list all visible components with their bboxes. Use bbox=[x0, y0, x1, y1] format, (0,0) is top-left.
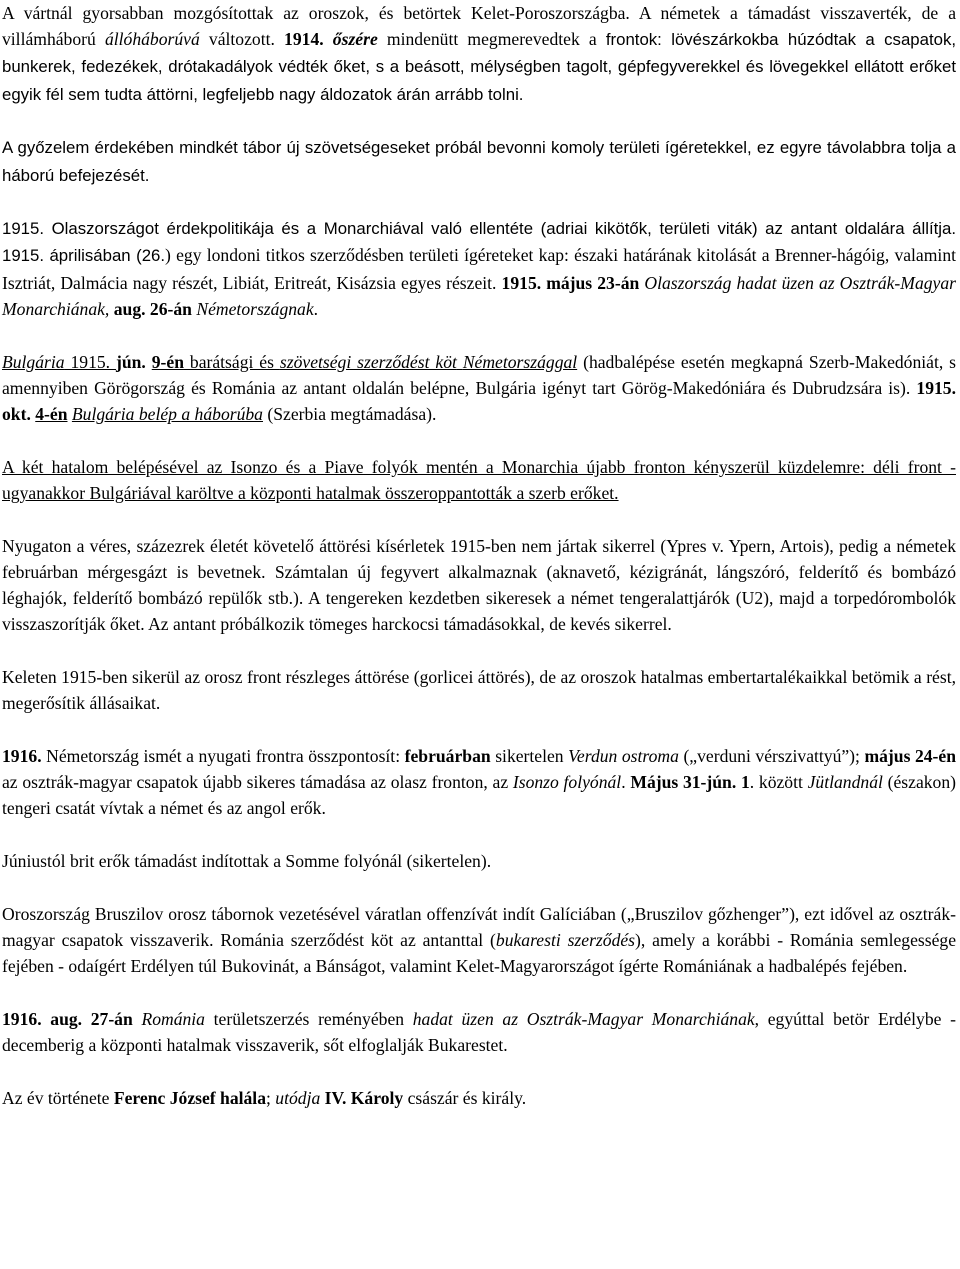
text-run: május 24-én bbox=[864, 745, 957, 766]
text-run: 1915. május 23-án bbox=[501, 272, 640, 293]
text-run: . között bbox=[749, 771, 808, 792]
text-run: Júniustól brit erők támadást indítottak a Somme folyónál (sikertelen). bbox=[2, 850, 492, 871]
text-run: ) egy londoni titkos szerződésben területi ígéreteket kap: északi határának kitolását a Brenner-hágóig, valamint Isztriát, Dalmácia nagy részét, Libiát, Eritreát, Kisázsia egyes részeit. bbox=[2, 245, 957, 293]
text-run: Oroszország Bruszilov orosz tábornok vezetésével váratlan offenzívát indít Galíciában („Bruszilov gőzhenger”), ezt idővel az osztrák-magyar csapatok visszaverik. Románia szerződést köt az antanttal ( bbox=[2, 903, 956, 950]
text-run: Ferenc József halála bbox=[113, 1087, 266, 1108]
text-run: februárban bbox=[404, 745, 491, 766]
text-run: állóháborúvá bbox=[104, 29, 200, 50]
paragraph-eastern-front-1915 bbox=[2, 664, 956, 716]
text-run: . bbox=[621, 771, 631, 792]
text-run: Keleten 1915-ben sikerül az orosz front részleges áttörése (gorlicei áttörés), de az oroszok hatalmas embertartalékaikkal betömik a rést, megerősítik állásaikat. bbox=[2, 666, 956, 714]
paragraph-1916-verdun bbox=[2, 743, 956, 822]
text-run: utódja bbox=[275, 1087, 321, 1108]
paragraph-franz-joseph-death bbox=[2, 1085, 956, 1111]
paragraph-romania-war-declaration bbox=[2, 1006, 956, 1058]
text-run: Németország ismét a nyugati frontra összpontosít: bbox=[41, 745, 405, 766]
paragraph-eastern-front-1914 bbox=[2, 0, 956, 108]
paragraph-italy-1915 bbox=[2, 215, 956, 322]
text-run: A győzelem érdekében mindkét tábor új szövetségeseket próbál bevonni komoly területi ígéretekkel, ez egyre távolabbra tolja a háború befejezését. bbox=[2, 138, 956, 185]
text-run: A vártnál gyorsabban mozgósítottak az oroszok, és betörtek Kelet-Poroszországba. A németek a támadást visszaverték, de a villámháború bbox=[2, 3, 956, 50]
text-run: Az év története bbox=[2, 1087, 114, 1108]
text-run: 1915. okt. bbox=[2, 377, 956, 424]
text-run: sikertelen bbox=[490, 745, 569, 766]
text-run bbox=[324, 29, 333, 49]
text-run: jún. bbox=[115, 351, 146, 372]
text-run: 4-én bbox=[35, 403, 68, 424]
text-run: IV. Károly bbox=[324, 1087, 404, 1108]
text-run: 1915. bbox=[64, 351, 116, 372]
text-run: , egyúttal betör Erdélybe - decemberig a központi hatalmak visszaverik, sőt elfoglalják Bukarestet. bbox=[2, 1008, 956, 1055]
text-run: Németországnak bbox=[196, 298, 314, 319]
paragraph-western-front-1915 bbox=[2, 533, 956, 638]
text-run: szövetségi szerződést köt bbox=[279, 351, 457, 372]
text-run: 9-én bbox=[151, 351, 184, 372]
text-run: császár és király. bbox=[403, 1087, 527, 1108]
paragraph-somme bbox=[2, 848, 956, 874]
text-run: őszére bbox=[332, 29, 378, 50]
text-run: ), amely a korábbi - Románia semlegessége fejében - odaígért Erdélyen túl Bukovinát, a Bánságot, valamint Kelet-Magyarországot ígérte Romániának a hadbalépés fejében. bbox=[2, 929, 956, 976]
text-run: Május 31-jún. 1 bbox=[630, 771, 750, 792]
text-run: ; bbox=[266, 1087, 276, 1108]
text-run: 1915. Olaszországot érdekpolitikája és a Monarchiával való ellentéte (adriai kikötők, területi viták) az antant oldalára állítja. 1915. áprilisában (26. bbox=[2, 219, 956, 266]
text-run: Románia bbox=[141, 1008, 205, 1029]
paragraph-southern-front bbox=[2, 454, 956, 506]
text-run: („verduni vérszivattyú”); bbox=[678, 745, 865, 766]
text-run: bukaresti szerződés bbox=[495, 929, 636, 950]
text-run: változott. bbox=[199, 29, 285, 50]
text-run: frontok: lövészárkokba húzódtak a csapatok, bunkerek, fedezékek, drótakadályok védték őket, s a beásott, mélységben tagolt, gépfegyverekkel és lövegekkel ellátott erőket egyik fél sem tudta áttörni, legfeljebb nagy áldozatok árán arrább tolni. bbox=[2, 30, 957, 104]
text-run: barátsági és bbox=[183, 351, 280, 372]
text-run: Olaszország hadat üzen az Osztrák-Magyar Monarchiának, bbox=[2, 272, 956, 319]
text-run: területszerzés reményében bbox=[204, 1008, 413, 1029]
text-run: Bulgária bbox=[2, 351, 65, 372]
text-run: 1916. bbox=[2, 745, 42, 766]
text-run: Isonzo folyónál bbox=[512, 771, 622, 792]
text-run: A két hatalom belépésével az Isonzo és a Piave folyók mentén a Monarchia újabb fronton kényszerül küzdelemre: déli front - ugyanakkor Bulgáriával karöltve a központi hatalmak összeroppantották a szerb erőket. bbox=[2, 456, 956, 503]
text-run: az osztrák-magyar csapatok újabb sikeres támadása az olasz fronton, az bbox=[2, 771, 513, 792]
paragraph-bulgaria-1915 bbox=[2, 349, 956, 428]
text-run: . bbox=[313, 298, 319, 319]
text-run: hadat üzen az Osztrák-Magyar Monarchiának bbox=[412, 1008, 755, 1029]
text-run: Nyugaton a véres, százezrek életét követelő áttörési kísérletek 1915-ben nem jártak sikerrel (Ypres v. Ypern, Artois), pedig a németek februárban mérgesgázt is bevetnek. Számtalan új fegyvert alkalmaznak (aknavető, kézigránát, lángszóró, felderítő és bombázó léghajók, felderítő bombázó repülők stb.). A tengereken kezdetben sikeresek a német tengeralattjárók (U2), majd a torpedórombolók visszaszorítják őket. Az antant próbálkozik tömeges harckocsi támadásokkal, de kevés sikerrel. bbox=[2, 535, 956, 635]
text-run: (hadbalépése esetén megkapná Szerb-Makedóniát, s amennyiben Görögország és Románia az antant oldalán belépne, Bulgária igényt tart Görög-Makedóniára és Dubrudzsára is). bbox=[2, 351, 957, 398]
text-run: aug. 26-án bbox=[113, 298, 192, 319]
text-run: Németországgal bbox=[462, 351, 578, 372]
paragraph-new-allies bbox=[2, 134, 956, 188]
text-run: 1916. aug. 27-án bbox=[2, 1008, 133, 1029]
text-run: Jütlandnál bbox=[807, 771, 883, 792]
text-run: Bulgária belép a háborúba bbox=[71, 403, 263, 424]
text-run: Verdun ostroma bbox=[568, 745, 679, 766]
text-run: (északon) tengeri csatát vívtak a német és az angol erők. bbox=[2, 771, 957, 819]
paragraph-bruszilov-romania bbox=[2, 901, 956, 980]
document-page bbox=[2, 0, 956, 1111]
text-run: (Szerbia megtámadása). bbox=[262, 403, 437, 424]
text-run: 1914. bbox=[284, 29, 324, 50]
text-run: mindenütt megmerevedtek a bbox=[377, 29, 606, 50]
